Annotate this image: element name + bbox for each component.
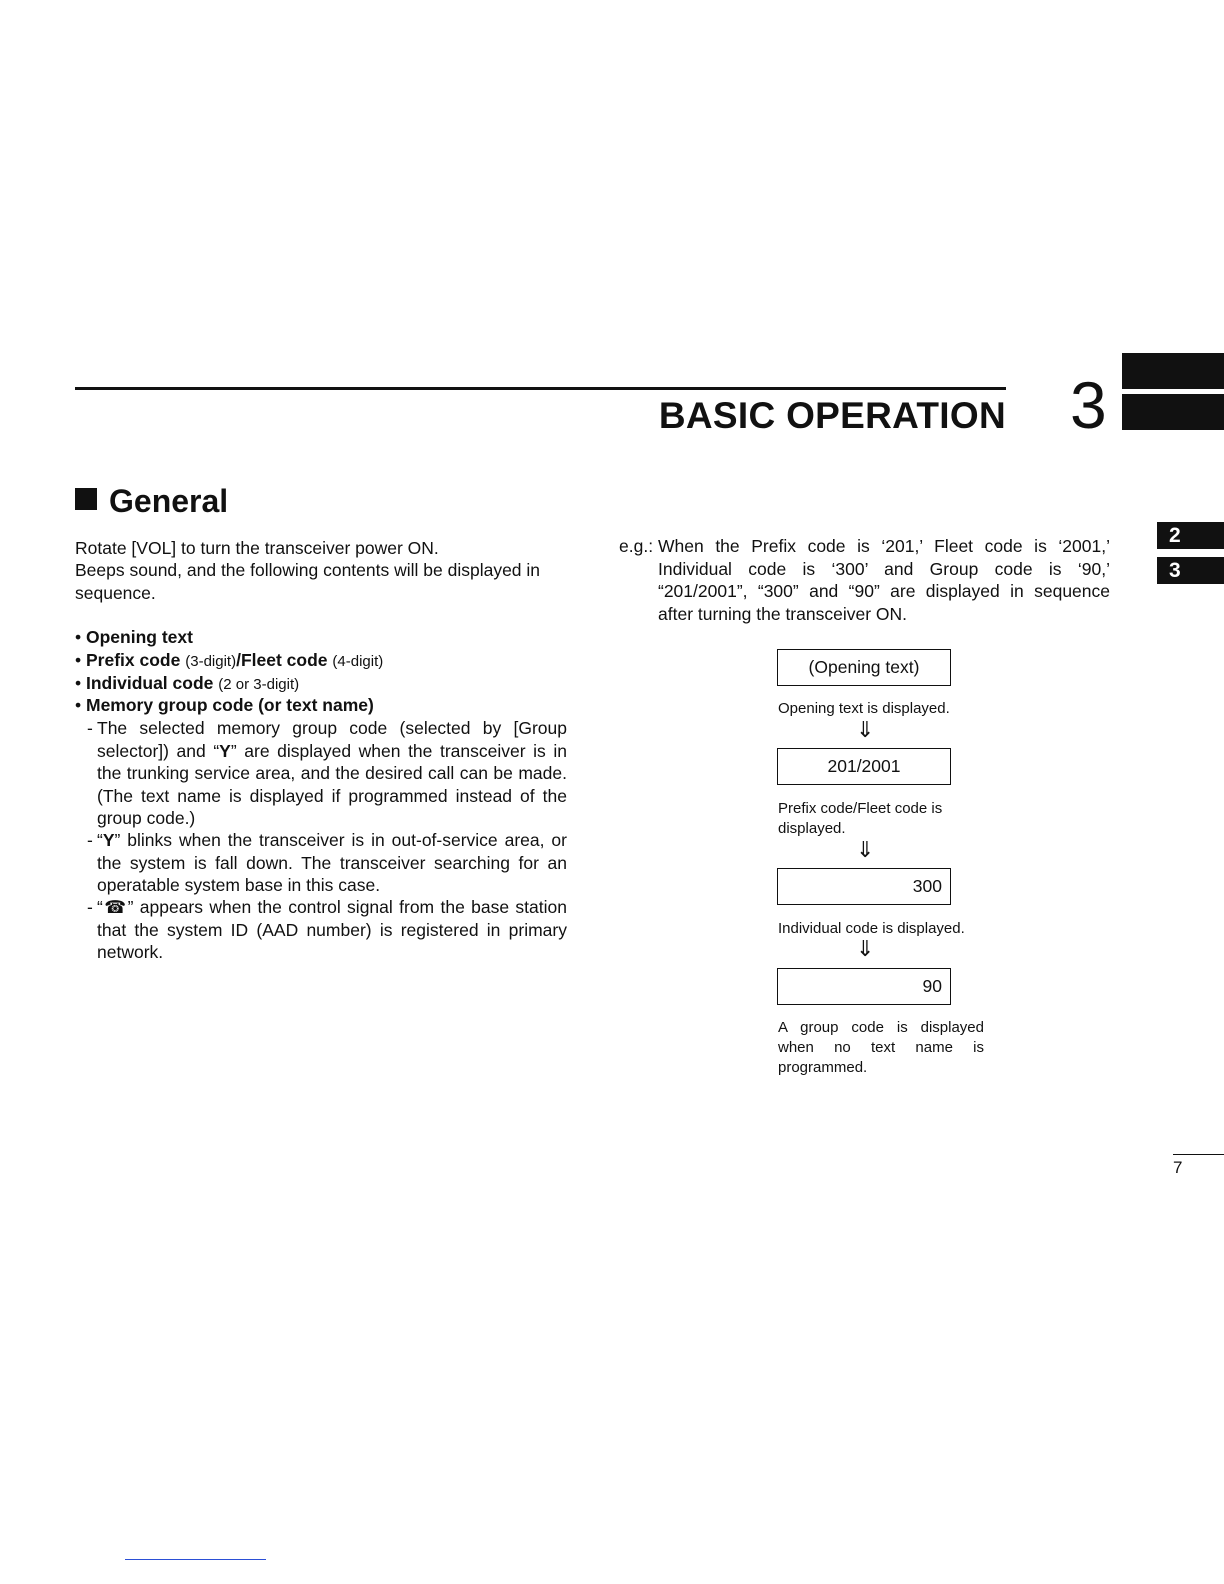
example-text: When the Prefix code is ‘201,’ Fleet code is ‘2001,’ Individual code is ‘300’ and Group code is ‘90,’ “201/2001”, “300” and “90” are displayed in sequence after turning the transceiver ON. <box>658 536 1110 624</box>
bullet-label: Memory group code (or text name) <box>86 695 374 715</box>
link-underline <box>125 1559 266 1560</box>
bullet-note: (3-digit) <box>185 653 237 670</box>
bullet-memory-group-code: • Memory group code (or text name) <box>75 695 374 715</box>
example-label: e.g.: <box>619 536 654 556</box>
caption-individual: Individual code is displayed. <box>778 920 965 937</box>
antenna-icon: Y <box>102 830 115 850</box>
chapter-marker-block <box>1122 394 1224 430</box>
bullet-label: Opening text <box>86 627 193 647</box>
caption-opening-text: Opening text is displayed. <box>778 700 950 717</box>
dash: - <box>87 897 93 917</box>
down-arrow-icon: ⇓ <box>856 837 875 862</box>
bullet-label: /Fleet code <box>236 650 328 670</box>
bullet-note: (4-digit) <box>332 653 384 670</box>
bullet-opening-text: • Opening text <box>75 627 193 647</box>
bullet-label: Prefix code <box>86 650 181 670</box>
telephone-icon: ☎ <box>102 897 128 917</box>
dash: - <box>87 718 93 738</box>
page-number: 7 <box>1173 1158 1183 1177</box>
chapter-marker-block <box>1122 353 1224 389</box>
display-box-individual: 300 <box>777 868 951 905</box>
down-arrow-icon: ⇓ <box>856 717 875 742</box>
bullet-prefix-fleet-code: • Prefix code (3-digit)/Fleet code (4-digit) <box>75 650 384 670</box>
section-title: General <box>109 483 229 519</box>
caption-group: A group code is displayed when no text name is programmed. <box>778 1019 984 1076</box>
intro-line-2: Beeps sound, and the following contents will be displayed in sequence. <box>75 560 541 603</box>
sub-item-group-code <box>87 717 567 830</box>
section-heading <box>75 483 228 520</box>
down-arrow-icon: ⇓ <box>856 936 875 961</box>
dash: - <box>87 830 93 850</box>
square-bullet-icon <box>75 488 97 510</box>
display-box-opening-text: (Opening text) <box>777 649 951 686</box>
sub-item-text: The selected memory group code (selected by [Group selector]) and “Y” are displayed when the transceiver is in the trunking service area, and the desired call can be made. (The text name is displayed if programmed instead of the group code.) <box>97 718 567 828</box>
page-title: BASIC OPERATION <box>658 395 1006 436</box>
bullet-note: (2 or 3-digit) <box>218 676 300 693</box>
sub-item-blinks <box>87 829 567 897</box>
sub-item-text: “Y” blinks when the transceiver is in out-of-service area, or the system is fall down. The transceiver searching for an operatable system base in this case. <box>97 830 567 895</box>
caption-prefix-fleet: Prefix code/Fleet code is displayed. <box>778 800 943 837</box>
sub-item-telephone <box>87 896 567 964</box>
page-number-rule <box>1173 1154 1224 1155</box>
side-tab-2: 2 <box>1157 522 1224 549</box>
bullet-label: Individual code <box>86 673 214 693</box>
intro-line-1: Rotate [VOL] to turn the transceiver power ON. <box>75 538 439 558</box>
side-tab-3: 3 <box>1157 557 1224 584</box>
chapter-number: 3 <box>1070 368 1107 442</box>
bullet-individual-code: • Individual code (2 or 3-digit) <box>75 673 300 693</box>
header-rule <box>75 387 1006 390</box>
display-box-group: 90 <box>777 968 951 1005</box>
sub-item-text: “☎” appears when the control signal from the base station that the system ID (AAD number) is registered in primary network. <box>97 897 567 962</box>
antenna-icon: Y <box>219 740 231 761</box>
display-box-prefix-fleet: 201/2001 <box>777 748 951 785</box>
